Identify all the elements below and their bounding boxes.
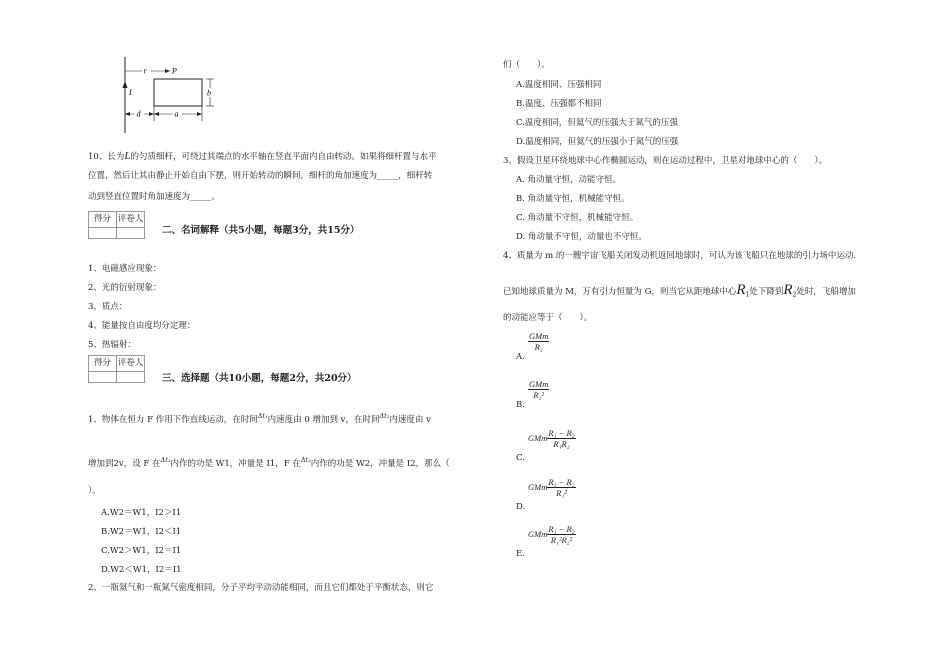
label-I: I [129, 88, 132, 97]
score-label: 得分 [93, 358, 111, 368]
formula-fraction: $\frac{\text{R₁ − R₂}}{\text{R₁²R₂²}}$ [548, 524, 575, 546]
q1-option: B.W2＝W1，I2＜I1 [101, 527, 182, 537]
grader-label: 评卷人 [116, 212, 144, 227]
q10-line3: 动到竖直位置时角加速度为_____。 [88, 192, 220, 202]
q1-line3: ）。 [88, 486, 101, 496]
q1-option: C.W2＞W1，I2＝I1 [101, 546, 182, 556]
circuit-figure [115, 55, 230, 135]
q4-option-d: D.GMm $\frac{\text{R₁ − R₂}}{\text{R₁²}}$ [516, 477, 575, 513]
delta-t2: Δt₂ [300, 456, 311, 464]
q2-line1: 2、一瓶氦气和一瓶氮气密度相同，分子平均平动动能相同，而且它们都处于平衡状态，则它 [88, 583, 434, 593]
q4-option-e: E.GMm $\frac{\text{R₁ − R₂}}{\text{R₁²R₂²}}$ [516, 524, 575, 560]
score-label: 得分 [93, 214, 111, 224]
q10-line1: 10、长为L的匀质细杆，可绕过其端点的水平轴在竖直平面内自由转动。如果将细杆置与水平 [88, 150, 437, 162]
q4-line2: 已知地球质量为 M，万有引力恒量为 G，则当它从距地球中心$R_1$处下降到$R_2$处时，飞船增加 [503, 282, 856, 299]
label-a: a [174, 109, 179, 119]
q1-line2: 增加到2v，设 F 在$^{\Delta t_1}$内作的功是 W1，冲量是 I1，F 在$^{\Delta t_2}$内作的功是 W2，冲量是 I2，那么（ [88, 456, 450, 469]
label-r: r [143, 66, 147, 76]
term-item: 1、电磁感应现象： [88, 264, 162, 274]
q1-line1: 1、物体在恒力 F 作用下作直线运动，在时间$^{\Delta t_1}$内速度由 0 增加到 v，在时间$^{\Delta t_2}$内速度由 v [88, 412, 431, 425]
term-item: 3、质点： [88, 302, 128, 312]
label-d: d [136, 109, 141, 119]
q4-option-a: A. $\frac{\text{GMm}}{\text{R₂}}$ [516, 331, 549, 363]
term-item: 4、能量按自由度均分定理： [88, 321, 196, 331]
q4-line3: 的动能应等于（ ）。 [503, 313, 593, 323]
q3-option: D. 角动量不守恒，动量也不守恒。 [516, 232, 647, 242]
q3-option: B. 角动量守恒，机械能守恒。 [516, 194, 630, 204]
q3-line1: 3、假设卫星环绕地球中心作椭圆运动，则在运动过程中，卫星对地球中心的（ ）。 [503, 156, 828, 166]
q2-option: A.温度相同、压强相同 [516, 80, 602, 90]
R1-symbol: R [736, 282, 746, 298]
q3-option: C. 角动量不守恒，机械能守恒。 [516, 213, 639, 223]
q4-line1: 4、质量为 m 的一艘宇宙飞船关闭发动机返回地球时，可认为该飞船只在地球的引力场中运动. [503, 251, 857, 261]
formula-fraction: $\frac{\text{R₁ − R₂}}{\text{R₁R₂}}$ [548, 428, 575, 450]
formula-fraction: $\frac{\text{GMm}}{\text{R₂²}}$ [529, 379, 549, 401]
current-arrow-icon [123, 81, 128, 88]
q2-option: B.温度、压强都不相同 [516, 99, 602, 109]
term-item: 5、热辐射： [88, 340, 136, 350]
score-box-blank [88, 371, 145, 383]
q3-option: A. 角动量守恒，动能守恒。 [516, 175, 622, 185]
formula-fraction: $\frac{\text{GMm}}{\text{R₂}}$ [529, 331, 549, 353]
q2-option: D.温度相同，但氦气的压强小于氮气的压强 [516, 137, 679, 147]
score-box [88, 355, 145, 372]
label-b: b [207, 88, 211, 98]
section2-title: 二、名词解释（共5小题，每题3分，共15分） [162, 225, 360, 236]
grader-label: 评卷人 [116, 356, 144, 371]
delta-t2: Δt₂ [379, 412, 390, 420]
score-box [88, 211, 145, 228]
loop-rectangle [154, 79, 202, 106]
section3-title: 三、选择题（共10小题，每题2分，共20分） [162, 373, 357, 384]
q1-option: D.W2＜W1，I2＝I1 [101, 565, 182, 575]
delta-t1: Δt₁ [160, 456, 171, 464]
q4-option-c: C.GMm $\frac{\text{R₁ − R₂}}{\text{R₁R₂}}$ [516, 428, 575, 464]
delta-t1: Δt₁ [257, 412, 268, 420]
var-L: L [124, 150, 131, 162]
q1-option: A.W2＝W1，I2＞I1 [101, 508, 182, 518]
q2-continuation: 们（ ）。 [503, 60, 550, 70]
q10-line2: 位置，然后让其由静止开始自由下摆，则开始转动的瞬间，细杆的角加速度为_____，细杆转 [88, 171, 433, 181]
term-item: 2、光的衍射现象： [88, 283, 162, 293]
score-box-blank [88, 227, 145, 239]
R2-symbol: R [783, 282, 793, 298]
q4-option-b: B. $\frac{\text{GMm}}{\text{R₂²}}$ [516, 379, 549, 411]
q2-option: C.温度相同，但氦气的压强大于氮气的压强 [516, 118, 678, 128]
label-P: P [172, 66, 177, 76]
formula-fraction: $\frac{\text{R₁ − R₂}}{\text{R₁²}}$ [548, 477, 575, 499]
